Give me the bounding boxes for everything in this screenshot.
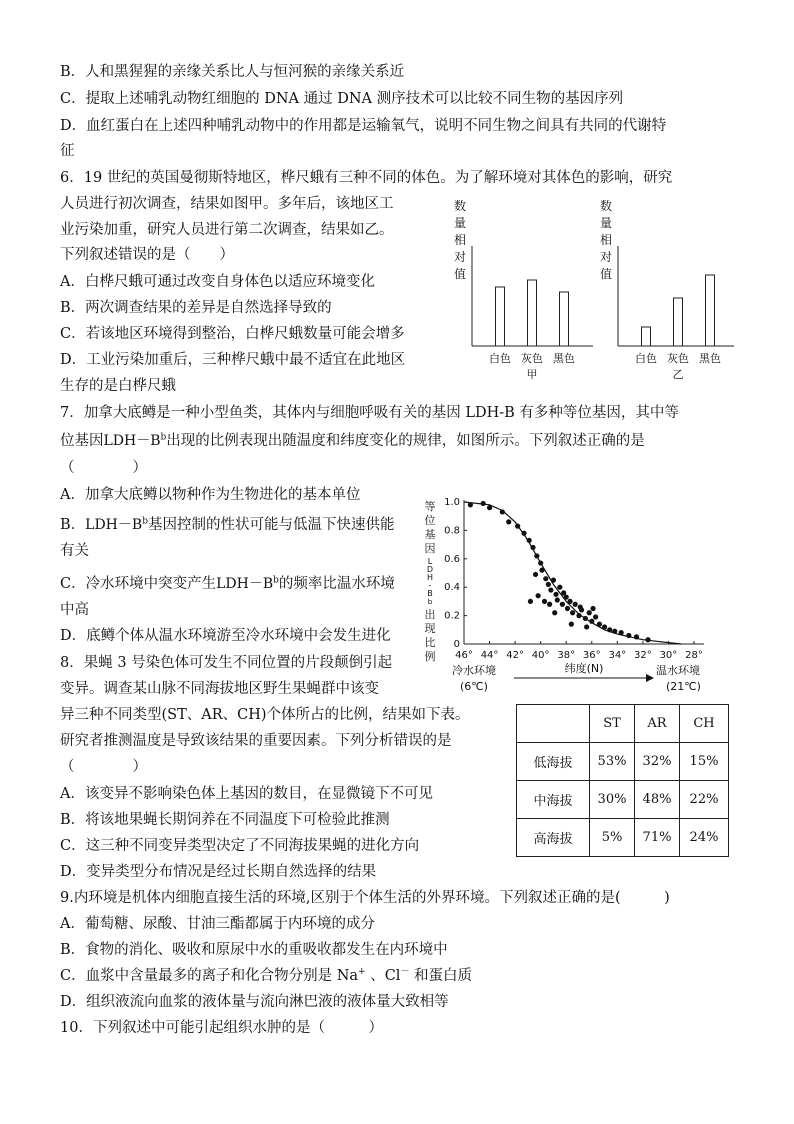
scatter-x-tick: 30° [659,650,678,661]
svg-text:-: - [428,581,432,590]
scatter-y-tick: 0.6 [444,553,460,565]
q5-option-d: D．血红蛋白在上述四种哺乳动物中的作用都是运输氧气，说明不同生物之间具有共同的代谢特 [60,118,667,134]
scatter-point [593,614,598,619]
q5-option-d-cont: 征 [60,143,75,159]
q6-option-a: A．白桦尺蛾可通过改变自身体色以适应环境变化 [60,274,375,290]
q6-stem-line4: 下列叙述错误的是（ ） [60,247,234,263]
gene-ldhb: $LDH-B^b$ [103,432,167,449]
yi-bar-1 [674,298,683,346]
table-row: 高海拔 5% 71% 24% [517,819,729,857]
scatter-point [565,606,570,611]
q8-stem-line2: 变异。调查某山脉不同海拔地区野生果蝇群中该变 [60,681,379,697]
scatter-x-tick: 38° [557,650,576,661]
scatter-y-tick: 0 [453,639,460,650]
scatter-point [552,610,557,615]
scatter-point [557,585,562,590]
q8-option-a: A．该变异不影响染色体上基因的数目，在显微镜下不可见 [60,786,433,802]
scatter-point [539,568,544,573]
q9-option-c: C．血浆中含量最多的离子和化合物分别是 Na+ 、Cl－ 和蛋白质 [60,967,473,984]
scatter-point [578,604,583,609]
svg-text:B: B [427,589,433,598]
scatter-x-tick: 34° [608,650,627,661]
scatter-point [570,610,575,615]
jia-xlabel: 甲 [526,368,538,381]
scatter-point [584,624,589,629]
q8-stem-line5: （ ） [60,759,147,775]
svg-text:位: 位 [424,514,436,527]
q8-option-b: B．将该地果蝇长期饲养在不同温度下可检验此推测 [60,812,390,828]
svg-text:L: L [427,557,433,566]
scatter-point [612,629,617,634]
scatter-ylabel [425,500,436,663]
scatter-point [530,545,535,550]
q8-option-c: C．这三种不同变异类型决定了不同海拔果蝇的进化方向 [60,838,420,854]
scatter-point [589,619,594,624]
scatter-x-tick: 28° [685,650,703,661]
svg-text:因: 因 [424,542,436,555]
scatter-y-tick: 0.2 [444,610,460,622]
scatter-point [573,602,578,607]
scatter-point [538,560,543,565]
scatter-point [560,602,565,607]
scatter-point [515,524,520,529]
q8-data-table [516,704,729,857]
svg-text:现: 现 [424,622,436,635]
table-header-row: ST AR CH [517,705,729,743]
scatter-point [602,624,607,629]
svg-text:值: 值 [599,267,613,281]
scatter-x-tick: 36° [582,650,601,661]
table-row: 低海拔 53% 32% 15% [517,743,729,781]
svg-text:出: 出 [424,608,436,621]
scatter-point [506,519,511,524]
scatter-y-tick: 0.4 [444,582,460,594]
q6-stem-line3: 业污染加重，研究人员进行第二次调查，结果如乙。 [60,222,394,238]
q7-option-a: A．加拿大底鳟以物种作为生物进化的基本单位 [60,487,361,503]
svg-text:b: b [427,598,433,606]
q7-option-b-cont: 有关 [60,543,89,559]
scatter-point [500,509,505,514]
bar-chart-jia [448,196,598,386]
q6-stem-line2: 人员进行初次调查，结果如图甲。多年后，该地区工 [60,196,394,212]
q9-stem: 9.内环境是机体内细胞直接生活的环境,区别于个体生活的外界环境。下列叙述正确的是( ) [60,890,670,906]
q6-option-d: D．工业污染加重后，三种桦尺蛾中最不适宜在此地区 [60,352,406,368]
q7-option-c-cont: 中高 [60,602,89,618]
jia-ylabel [454,198,466,281]
scatter-point [468,502,473,507]
svg-text:值: 值 [453,267,467,281]
jia-bar-2 [560,292,569,346]
q10-stem: 10．下列叙述中可能引起组织水肿的是（ ） [60,1020,383,1036]
svg-text:量: 量 [453,216,467,230]
scatter-point [528,599,533,604]
q9-option-d: D．组织液流向血浆的液体量与流向淋巴液的液体量大致相等 [60,994,449,1010]
q7-stem-line2: 位基因$LDH-B^b$出现的比例表现出随温度和纬度变化的规律，如图所示。下列叙述正确的是 [60,432,645,449]
scatter-x-tick: 46° [455,650,473,661]
scatter-point [548,587,553,592]
svg-text:对: 对 [599,250,613,264]
scatter-point [567,599,572,604]
jia-category-label: 黑色 [553,352,575,365]
q7-stem-line1: 7．加拿大底鳟是一种小型鱼类，其体内与细胞呼吸有关的基因 LDH-B 有多种等位基因，其中等 [60,405,679,421]
scatter-right-temp: (21℃) [666,680,701,693]
q6-option-d-cont: 生存的是白桦尺蛾 [60,378,176,394]
yi-category-label: 黑色 [699,352,721,365]
scatter-y-tick: 0.8 [444,525,460,537]
svg-text:等: 等 [424,500,436,513]
scatter-point [576,613,581,618]
svg-text:比: 比 [424,636,436,649]
q6-option-b: B．两次调查结果的差异是自然选择导致的 [60,300,332,316]
svg-text:对: 对 [453,250,467,264]
q5-option-c: C．提取上述哺乳动物红细胞的 DNA 通过 DNA 测序技术可以比较不同生物的基因序列 [60,91,624,107]
scatter-point [634,634,639,639]
scatter-point [546,582,551,587]
jia-category-label: 白色 [489,352,511,365]
jia-category-label: 灰色 [521,352,543,365]
scatter-point [521,531,526,536]
scatter-point [587,610,592,615]
q5-option-b: B．人和黑猩猩的亲缘关系比人与恒河猴的亲缘关系近 [60,64,405,80]
scatter-point [542,599,547,604]
scatter-point [527,538,532,543]
svg-text:H: H [426,573,434,582]
q7-stem-line3: （ ） [60,460,147,476]
q8-option-d: D．变异类型分布情况是经过长期自然选择的结果 [60,864,377,880]
q8-stem-line3: 异三种不同类型(ST、AR、CH)个体所占的比例，结果如下表。 [60,707,470,723]
svg-text:相: 相 [599,233,613,247]
q8-stem-line1: 8．果蝇 3 号染色体可发生不同位置的片段颠倒引起 [60,655,393,671]
scatter-point [569,622,574,627]
svg-text:数: 数 [453,199,467,213]
scatter-point [645,637,650,642]
yi-category-label: 白色 [635,352,657,365]
scatter-y-tick: 1.0 [444,497,460,508]
scatter-point [534,553,539,558]
yi-bar-2 [706,275,715,346]
scatter-right-annotation: 温水环境 [656,664,700,677]
svg-text:数: 数 [599,199,613,213]
scatter-point [536,593,541,598]
scatter-point [553,592,558,597]
jia-bar-0 [496,287,505,346]
scatter-point [481,501,486,506]
scatter-xlabel: 纬度(N) [564,662,604,675]
scatter-point [543,576,548,581]
scatter-point [619,630,624,635]
svg-text:量: 量 [599,216,613,230]
scatter-x-tick: 32° [634,650,652,661]
q8-stem-line4: 研究者推测温度是导致该结果的重要因素。下列分析错误的是 [60,733,452,749]
q7-option-d: D．底鳟个体从温水环境游至冷水环境中会发生进化 [60,628,391,644]
bar-chart-yi [594,196,744,386]
q6-stem-line1: 6．19 世纪的英国曼彻斯特地区，桦尺蛾有三种不同的体色。为了解环境对其体色的影响，研究 [60,170,673,186]
jia-bar-1 [528,280,537,346]
scatter-chart-ldhb [422,488,722,700]
scatter-x-tick: 42° [506,650,524,661]
svg-text:例: 例 [424,650,436,663]
yi-category-label: 灰色 [667,352,689,365]
scatter-point [597,622,602,627]
svg-text:基: 基 [424,528,436,541]
scatter-point [626,633,631,638]
scatter-x-tick: 40° [531,650,550,661]
scatter-point [590,606,595,611]
scatter-point [583,616,588,621]
q7-option-c: C．冷水环境中突变产生$LDH-B^b$的频率比温水环境 [60,575,395,592]
scatter-point [547,602,552,607]
scatter-arrow-head [646,674,654,682]
q6-option-c: C．若该地区环境得到整治，白桦尺蛾数量可能会增多 [60,326,405,342]
q7-option-b: B．$LDH-B^b$基因控制的性状可能与低温下快速供能 [60,516,395,533]
scatter-x-tick: 44° [480,650,499,661]
yi-ylabel [600,198,612,281]
scatter-point [555,597,560,602]
q9-option-b: B．食物的消化、吸收和原尿中水的重吸收都发生在内环境中 [60,942,448,958]
scatter-point [607,627,612,632]
scatter-point [533,572,538,577]
scatter-point [551,578,556,583]
scatter-left-temp: (6℃) [460,680,488,693]
yi-bar-0 [642,327,651,346]
scatter-left-annotation: 冷水环境 [452,664,496,677]
q9-option-a: A．葡萄糖、尿酸、甘油三酯都属于内环境的成分 [60,916,375,932]
yi-xlabel: 乙 [672,368,684,381]
svg-text:相: 相 [453,233,467,247]
scatter-point [564,595,569,600]
scatter-point [487,505,492,510]
table-row: 中海拔 30% 48% 22% [517,781,729,819]
svg-text:D: D [426,565,434,574]
